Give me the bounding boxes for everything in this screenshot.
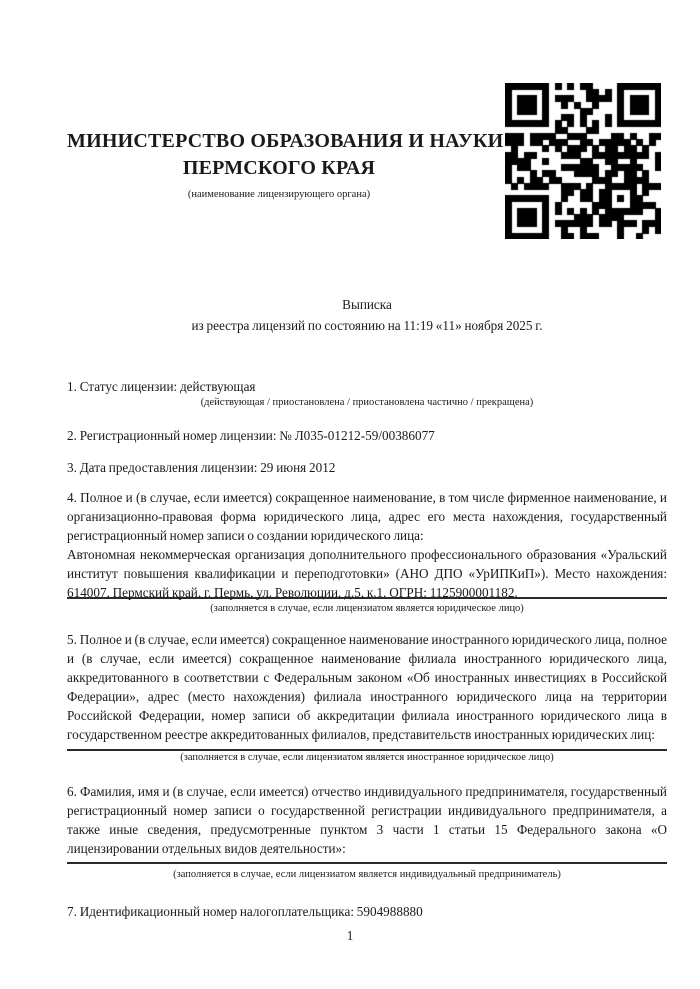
item-foreign-entity-text: 5. Полное и (в случае, если имеется) сокращенное наименование иностранного юридического лица, полное и (в случае, если имеется) сокращенное наименование филиала иностранного юридического лица, аккредитованного в соответствии с Федеральным законом «Об иностранных инвестициях в Российской Федерации», адрес (место нахождения) филиала иностранного юридического лица на территории Российской Федерации, номер записи об аккредитации филиала иностранного юридического лица в государственном реестре аккредитованных филиалов, представительств иностранных юридических лиц: <box>67 632 667 742</box>
item-foreign-entity <box>67 630 667 744</box>
qr-code <box>505 83 661 239</box>
item-license-status: 1. Статус лицензии: действующая <box>67 379 256 394</box>
document-title <box>67 294 667 336</box>
page-number: 1 <box>346 928 354 943</box>
document-title-line1: Выписка <box>342 297 392 312</box>
ministry-name-line2: ПЕРМСКОГО КРАЯ <box>182 157 376 179</box>
licensing-authority-header <box>67 128 504 201</box>
document-title-line2: из реестра лицензий по состоянию на 11:19 «11» ноября 2025 г. <box>191 318 543 333</box>
item-legal-entity <box>67 488 667 602</box>
item-foreign-entity-caption: (заполняется в случае, если лицензиатом является иностранное юридическое лицо) <box>180 752 554 763</box>
item-registration-number: 2. Регистрационный номер лицензии: № Л035-01212-59/00386077 <box>67 428 435 443</box>
item-legal-entity-text: 4. Полное и (в случае, если имеется) сокращенное наименование, в том числе фирменное наименование, и организационно-правовая форма юридического лица, адрес его места нахождения, государственный регистрационный номер записи о создании юридического лица: <box>67 490 667 543</box>
ministry-caption: (наименование лицензирующего органа) <box>187 189 371 200</box>
item-license-status-caption: (действующая / приостановлена / приостановлена частично / прекращена) <box>200 397 534 408</box>
item-legal-entity-value: Автономная некоммерческая организация дополнительного профессионального образования «Уральский институт повышения квалификации и переподготовки» (АНО ДПО «УрИПКиП»). Место нахождения: 614007, Пермский край, г. Пермь, ул. Революции, д.5, к.1. ОГРН: 1125900001182. <box>67 547 667 600</box>
item-entrepreneur <box>67 782 667 858</box>
entrepreneur-fill-line <box>67 862 667 864</box>
item-entrepreneur-text: 6. Фамилия, имя и (в случае, если имеется) отчество индивидуального предпринимателя, государственный регистрационный номер записи о государственной регистрации индивидуального предпринимателя, а также иные сведения, предусмотренные пунктом 3 части 1 статьи 15 Федерального закона «О лицензировании отдельных видов деятельности»: <box>67 784 667 856</box>
ministry-name-line1: МИНИСТЕРСТВО ОБРАЗОВАНИЯ И НАУКИ <box>67 130 504 152</box>
document-body <box>67 294 667 921</box>
item-taxpayer-number: 7. Идентификационный номер налогоплательщика: 5904988880 <box>67 904 423 919</box>
item-grant-date: 3. Дата предоставления лицензии: 29 июня 2012 <box>67 460 336 475</box>
item-legal-entity-caption: (заполняется в случае, если лицензиатом является юридическое лицо) <box>210 603 524 614</box>
item-entrepreneur-caption: (заполняется в случае, если лицензиатом является индивидуальный предприниматель) <box>173 869 561 880</box>
